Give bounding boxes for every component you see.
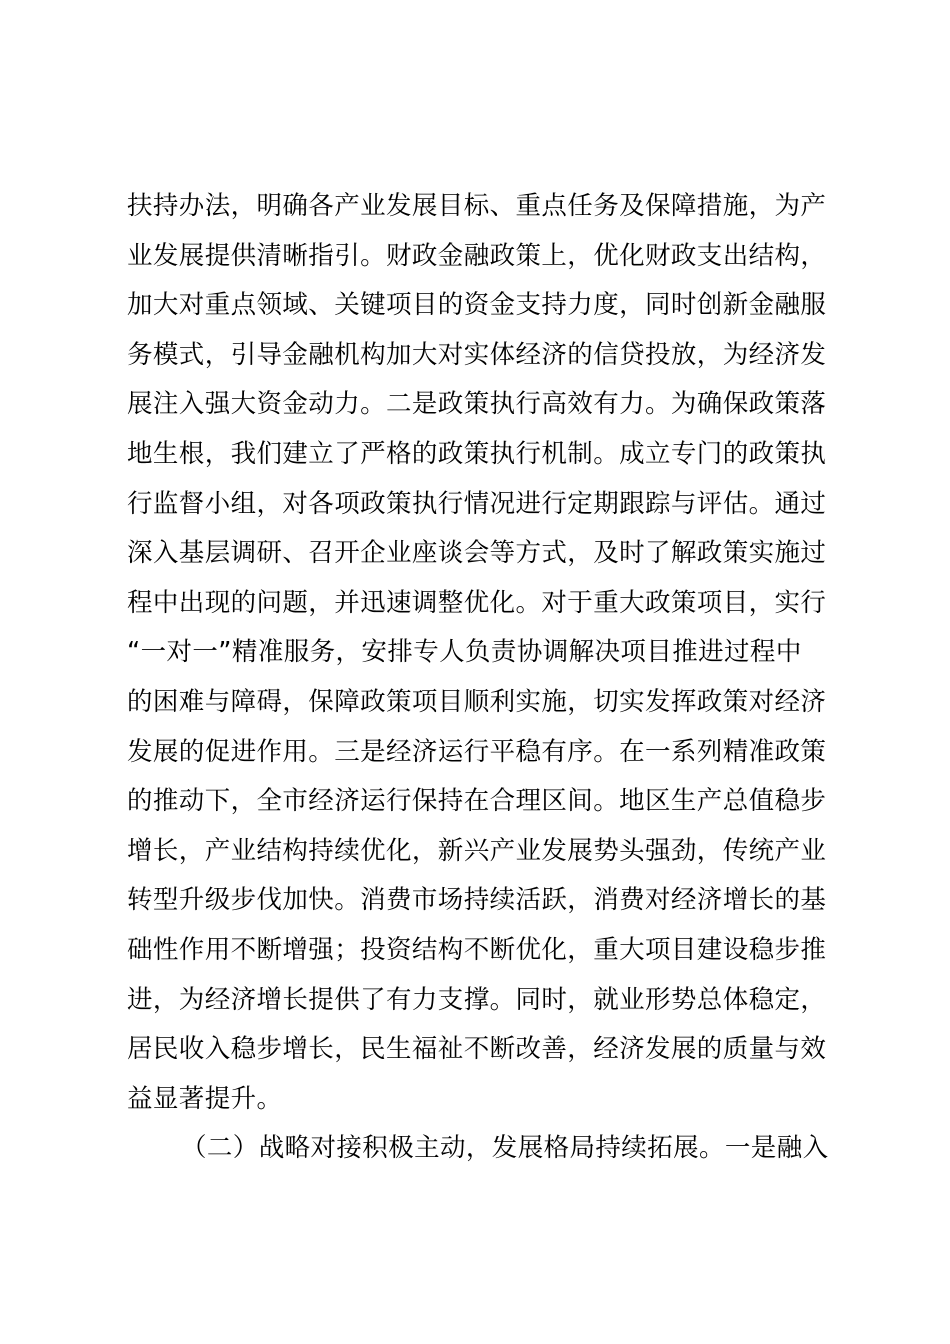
text-line: 础性作用不断增强；投资结构不断优化，重大项目建设稳步推	[127, 934, 827, 965]
text-line: 扶持办法，明确各产业发展目标、重点任务及保障措施，为产	[127, 191, 827, 221]
text-line: 的推动下，全市经济运行保持在合理区间。地区生产总值稳步	[127, 786, 827, 817]
document-body	[127, 182, 847, 1174]
text-line: 的困难与障碍，保障政策项目顺利实施，切实发挥政策对经济	[127, 686, 827, 717]
text-line: 增长，产业结构持续优化，新兴产业发展势头强劲，传统产业	[127, 835, 827, 866]
text-line: 地生根，我们建立了严格的政策执行机制。成立专门的政策执	[127, 438, 827, 469]
section-heading-line: （二）战略对接积极主动，发展格局持续拓展。一是融入	[181, 1133, 829, 1164]
text-line: 加大对重点领域、关键项目的资金支持力度，同时创新金融服	[127, 290, 827, 321]
text-line: 转型升级步伐加快。消费市场持续活跃，消费对经济增长的基	[127, 885, 827, 916]
text-line: 行监督小组，对各项政策执行情况进行定期跟踪与评估。通过	[127, 488, 827, 519]
text-line: 进，为经济增长提供了有力支撑。同时，就业形势总体稳定，	[127, 984, 827, 1015]
text-line: 程中出现的问题，并迅速调整优化。对于重大政策项目，实行	[127, 587, 827, 618]
text-line: 居民收入稳步增长，民生福祉不断改善，经济发展的质量与效	[127, 1034, 827, 1065]
text-line: 展注入强大资金动力。二是政策执行高效有力。为确保政策落	[127, 389, 827, 420]
text-line: 务模式，引导金融机构加大对实体经济的信贷投放，为经济发	[127, 339, 827, 370]
text-line: 益显著提升。	[127, 1083, 283, 1114]
text-line: 深入基层调研、召开企业座谈会等方式，及时了解政策实施过	[127, 538, 827, 569]
text-line: 发展的促进作用。三是经济运行平稳有序。在一系列精准政策	[127, 736, 827, 767]
text-line: “一对一”精准服务，安排专人负责协调解决项目推进过程中	[127, 637, 802, 668]
text-line: 业发展提供清晰指引。财政金融政策上，优化财政支出结构，	[127, 240, 827, 271]
